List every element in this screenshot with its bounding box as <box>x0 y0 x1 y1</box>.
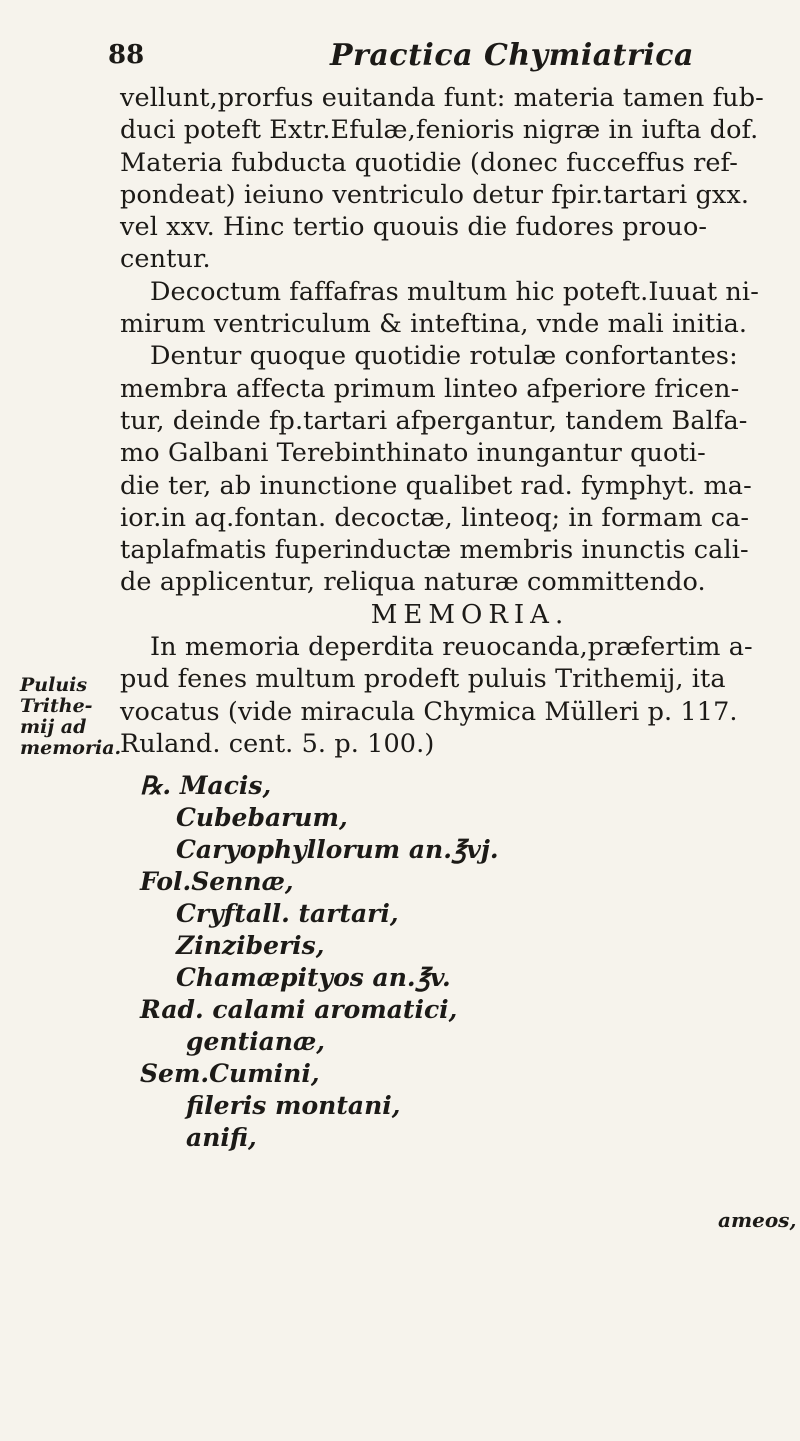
text-line: die ter, ab inunctione qualibet rad. fymphyt. ma- <box>120 470 752 501</box>
section-heading: MEMORIA. <box>370 599 570 630</box>
recipe-line: Rad. calami aromatici, <box>140 995 458 1024</box>
recipe-line: Zinziberis, <box>176 931 325 960</box>
text-line: ior.in aq.fontan. decoctæ, linteoq; in formam ca- <box>120 502 750 533</box>
margin-note-line: Trithe- <box>20 695 93 717</box>
recipe-line: Chamæpityos an.℥v. <box>176 963 451 992</box>
text-line: pondeat) ieiuno ventriculo detur fpir.tartari gxx. <box>120 179 750 210</box>
text-line: membra affecta primum linteo afperiore fricen- <box>120 373 740 404</box>
recipe-line: anifi, <box>186 1123 257 1152</box>
margin-note <box>20 674 122 759</box>
recipe-line: Sem.Cumini, <box>140 1059 320 1088</box>
text-line: taplafmatis fuperinductæ membris inunctis cali- <box>120 535 749 566</box>
page-number: 88 <box>108 40 145 70</box>
text-line: mo Galbani Terebinthinato inungantur quoti- <box>120 438 706 469</box>
text-line: tur, deinde fp.tartari afpergantur, tandem Balfa- <box>120 405 748 436</box>
text-line: pud fenes multum prodeft puluis Trithemij, ita <box>120 664 726 695</box>
running-head: Practica Chymiatrica <box>330 38 694 73</box>
catchword: ameos, <box>718 1208 797 1232</box>
recipe-line: Cryftall. tartari, <box>176 899 399 928</box>
recipe-line: ℞. Macis, <box>140 771 272 800</box>
text-line: Decoctum faffafras multum hic poteft.Iuuat ni- <box>150 276 759 307</box>
recipe-line: Caryophyllorum an.℥vj. <box>176 835 499 864</box>
body-text <box>120 82 780 760</box>
text-line: In memoria deperdita reuocanda,præfertim a- <box>150 632 753 663</box>
recipe-line: Cubebarum, <box>176 803 348 832</box>
margin-note-line: mij ad <box>20 716 87 738</box>
margin-note-line: memoria. <box>20 737 122 759</box>
recipe-list <box>140 770 499 1154</box>
text-line: vel xxv. Hinc tertio quouis die fudores prouo- <box>120 212 708 243</box>
recipe-line: Fol.Sennæ, <box>140 867 294 896</box>
text-line: Dentur quoque quotidie rotulæ confortantes: <box>150 341 738 372</box>
text-line: vellunt,prorfus euitanda funt: materia tamen fub- <box>120 83 764 113</box>
text-line: de applicentur, reliqua naturæ committendo. <box>120 567 706 598</box>
text-line: vocatus (vide miracula Chymica Mülleri p. 117. <box>120 696 738 727</box>
text-line: centur. <box>120 244 211 275</box>
text-line: Materia fubducta quotidie (donec fucceffus ref- <box>120 147 738 178</box>
text-line: mirum ventriculum & inteftina, vnde mali initia. <box>120 309 748 340</box>
margin-note-line: Puluis <box>20 674 88 696</box>
text-line: duci poteft Extr.Efulæ,fenioris nigræ in iufta dof. <box>120 115 759 146</box>
text-line: Ruland. cent. 5. p. 100.) <box>120 728 435 759</box>
recipe-line: gentianæ, <box>186 1027 325 1056</box>
recipe-line: fileris montani, <box>186 1091 401 1120</box>
